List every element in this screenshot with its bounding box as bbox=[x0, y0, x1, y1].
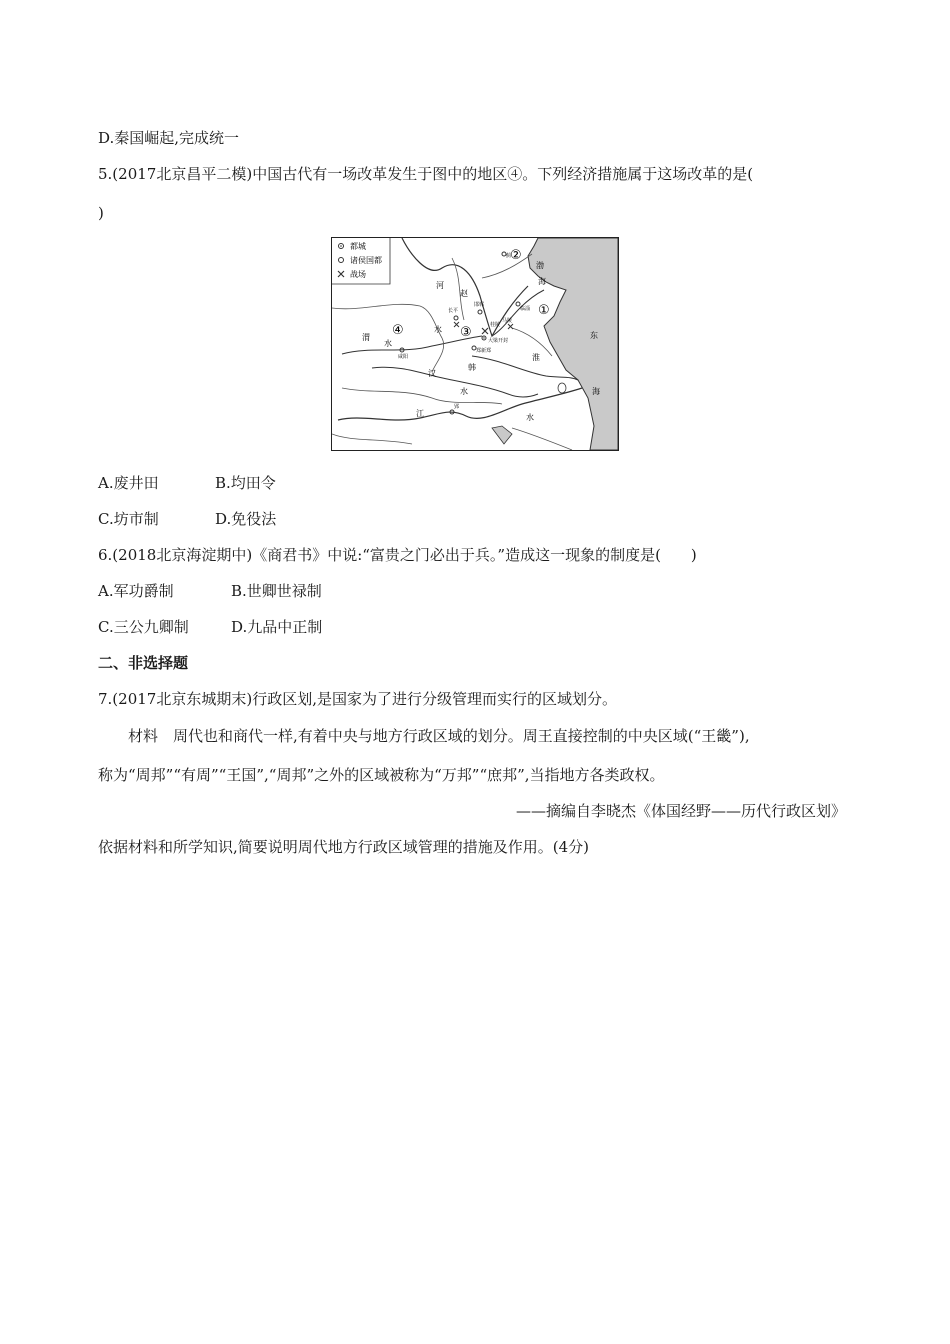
warring-states-map bbox=[331, 237, 619, 451]
q5-option-c: C.坊市制 bbox=[98, 510, 159, 528]
label-hai: 海 bbox=[538, 277, 546, 286]
legend-vassal-capital: 诸侯国都 bbox=[350, 256, 382, 265]
map-legend bbox=[332, 238, 390, 284]
q6-option-d: D.九品中正制 bbox=[231, 618, 323, 636]
q5-option-d: D.免役法 bbox=[215, 510, 277, 528]
label-han-shui: 水 bbox=[460, 387, 468, 396]
label-he: 河 bbox=[436, 281, 444, 290]
q4-option-d: D.秦国崛起,完成统一 bbox=[98, 129, 240, 147]
q6-option-c: C.三公九卿制 bbox=[98, 618, 189, 636]
han-river bbox=[372, 367, 538, 397]
city-ying: 郢 bbox=[454, 404, 460, 410]
label-han-state: 韩 bbox=[468, 363, 476, 372]
label-bo: 渤 bbox=[536, 261, 544, 270]
region-4: ④ bbox=[392, 323, 404, 338]
state-border bbox=[332, 254, 572, 450]
legend-battlefield: 战场 bbox=[350, 270, 366, 279]
city-linzi: 临淄 bbox=[520, 306, 531, 312]
q5-stem-end: ) bbox=[98, 204, 104, 222]
city-daliang: 大梁 bbox=[488, 338, 499, 344]
label-he-shui: 水 bbox=[434, 325, 442, 334]
city-kaifeng: 开封 bbox=[498, 338, 509, 344]
q7-stem: 7.(2017北京东城期末)行政区划,是国家为了进行分级管理而实行的区域划分。 bbox=[98, 690, 617, 708]
city-handan: 邯郸 bbox=[474, 302, 485, 308]
q7-question: 依据材料和所学知识,简要说明周代地方行政区域管理的措施及作用。(4分) bbox=[98, 838, 590, 856]
label-huai: 淮 bbox=[532, 353, 540, 362]
q7-source: ——摘编自李晓杰《体国经野——历代行政区划》 bbox=[515, 802, 846, 820]
city-maling: 马陵 bbox=[502, 318, 513, 324]
region-1: ① bbox=[538, 303, 550, 318]
city-xianyang: 咸阳 bbox=[398, 354, 409, 360]
label-donghai: 海 bbox=[592, 387, 600, 396]
label-wei: 渭 bbox=[362, 333, 370, 342]
city-xinzheng: 郑新郑 bbox=[476, 348, 492, 354]
label-jiang-shui: 水 bbox=[526, 413, 534, 422]
city-changping: 长平 bbox=[448, 308, 459, 314]
q5-stem: 5.(2017北京昌平二模)中国古代有一场改革发生于图中的地区④。下列经济措施属于这场改革的是( bbox=[98, 165, 754, 183]
region-3: ③ bbox=[460, 325, 472, 340]
q6-option-a: A.军功爵制 bbox=[98, 582, 174, 600]
label-zhao: 赵 bbox=[460, 289, 468, 298]
city-ji: 蓟 bbox=[506, 253, 512, 259]
region-2: ② bbox=[510, 248, 522, 263]
q6-stem: 6.(2018北京海淀期中)《商君书》中说:“富贵之门必出于兵。”造成这一现象的制度是( ) bbox=[98, 546, 697, 564]
section-title: 二、非选择题 bbox=[98, 654, 189, 672]
q5-option-b: B.均田令 bbox=[215, 474, 276, 492]
q7-material-line1: 材料 周代也和商代一样,有着中央与地方行政区域的划分。周王直接控制的中央区域(“王畿”), bbox=[128, 727, 750, 745]
label-dong: 东 bbox=[590, 331, 598, 340]
q6-option-b: B.世卿世禄制 bbox=[231, 582, 322, 600]
q7-material-line2: 称为“周邦”“有周”“王国”,“周邦”之外的区域被称为“万邦”“庶邦”,当指地方各类政权。 bbox=[98, 766, 665, 784]
label-jiang: 江 bbox=[416, 409, 424, 418]
city-guiling: 桂陵 bbox=[490, 322, 501, 328]
q5-option-a: A.废井田 bbox=[98, 474, 159, 492]
legend-capital: 都城 bbox=[350, 242, 366, 251]
label-wei-shui: 水 bbox=[384, 339, 392, 348]
label-han: 汉 bbox=[428, 369, 436, 378]
